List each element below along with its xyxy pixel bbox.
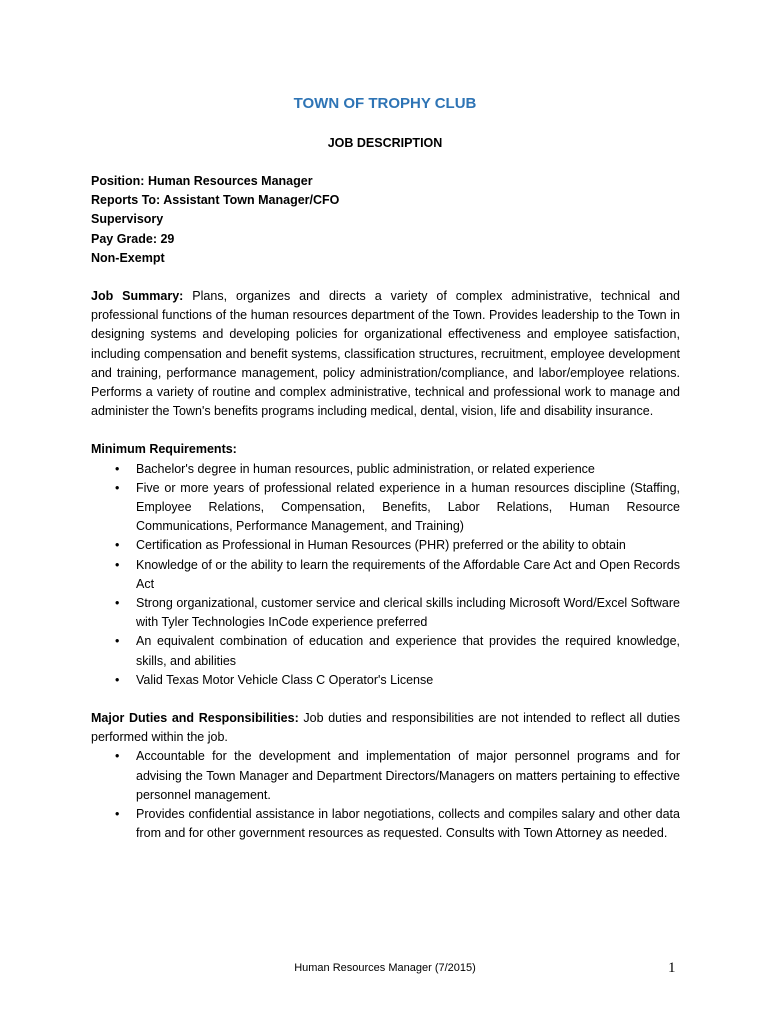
list-item-text: Valid Texas Motor Vehicle Class C Operator's License bbox=[136, 672, 434, 687]
exempt-status-line: Non-Exempt bbox=[91, 250, 165, 265]
major-duties-list bbox=[91, 747, 680, 843]
minimum-requirements-list bbox=[91, 460, 680, 690]
major-duties-text: Job duties and responsibilities are not intended to reflect all duties performed within the job. bbox=[91, 711, 680, 745]
reports-to-line: Reports To: Assistant Town Manager/CFO bbox=[91, 193, 340, 208]
page-number: 1 bbox=[668, 960, 676, 976]
list-item-text: An equivalent combination of education and experience that provides the required knowledge, skills, and abilities bbox=[136, 634, 680, 668]
list-item-text: Certification as Professional in Human Resources (PHR) preferred or the ability to obtain bbox=[136, 538, 626, 553]
list-item bbox=[115, 479, 680, 537]
minimum-requirements-section bbox=[91, 440, 680, 690]
bullet-icon: • bbox=[115, 672, 120, 687]
bullet-icon: • bbox=[115, 461, 120, 476]
supervisory-line: Supervisory bbox=[91, 212, 164, 227]
bullet-icon: • bbox=[115, 634, 120, 649]
org-title: TOWN OF TROPHY CLUB bbox=[293, 95, 477, 112]
pay-grade-line: Pay Grade: 29 bbox=[91, 231, 175, 246]
list-item bbox=[115, 460, 680, 479]
major-duties-label: Major Duties and Responsibilities: bbox=[91, 711, 299, 726]
position-meta-block bbox=[91, 172, 680, 268]
bullet-icon: • bbox=[115, 557, 120, 572]
bullet-icon: • bbox=[115, 538, 120, 553]
list-item bbox=[115, 632, 680, 670]
bullet-icon: • bbox=[115, 480, 120, 495]
list-item bbox=[115, 536, 680, 555]
list-item-text: Bachelor's degree in human resources, public administration, or related experience bbox=[136, 461, 595, 476]
major-duties-paragraph bbox=[91, 709, 680, 747]
bullet-icon: • bbox=[115, 807, 120, 822]
bullet-icon: • bbox=[115, 596, 120, 611]
document-body bbox=[91, 172, 680, 844]
major-duties-section bbox=[91, 709, 680, 843]
document-type-heading: JOB DESCRIPTION bbox=[327, 136, 443, 150]
job-summary-label: Job Summary: bbox=[91, 289, 184, 304]
list-item bbox=[115, 747, 680, 805]
job-summary-text: Plans, organizes and directs a variety of complex administrative, technical and professional functions of the human resources department of the Town. Provides leadership to the Town in designing systems and developing policies for organizational effectiveness and employee satisfaction, including compensation and benefit systems, classification structures, recruitment, employee development and training, performance management, policy administration/compliance, and labor/employee relations. Performs a variety of routine and complex administrative, technical and professional work to manage and administer the Town's benefits programs including medical, dental, vision, life and disability insurance. bbox=[91, 289, 680, 419]
job-summary-paragraph bbox=[91, 287, 680, 421]
list-item-text: Strong organizational, customer service and clerical skills including Microsoft Word/Excel Software with Tyler Technologies InCode experience preferred bbox=[136, 596, 680, 630]
list-item-text: Knowledge of or the ability to learn the requirements of the Affordable Care Act and Open Records Act bbox=[136, 557, 680, 591]
list-item-text: Five or more years of professional related experience in a human resources discipline (Staffing, Employee Relations, Compensation, Benefits, Labor Relations, Human Resource Communications, Performance Management, and Training) bbox=[136, 480, 680, 534]
list-item bbox=[115, 556, 680, 594]
list-item-text: Provides confidential assistance in labor negotiations, collects and compiles salary and other data from and for other government resources as requested. Consults with Town Attorney as needed. bbox=[136, 807, 680, 841]
job-summary-section bbox=[91, 287, 680, 421]
bullet-icon: • bbox=[115, 749, 120, 764]
list-item bbox=[115, 671, 680, 690]
minimum-requirements-heading: Minimum Requirements: bbox=[91, 442, 237, 457]
list-item-text: Accountable for the development and implementation of major personnel programs and for advising the Town Manager and Department Directors/Managers on matters pertaining to effective personnel management. bbox=[136, 749, 680, 802]
list-item bbox=[115, 805, 680, 843]
position-line: Position: Human Resources Manager bbox=[91, 174, 313, 188]
page-footer: Human Resources Manager (7/2015) bbox=[294, 962, 476, 974]
list-item bbox=[115, 594, 680, 632]
